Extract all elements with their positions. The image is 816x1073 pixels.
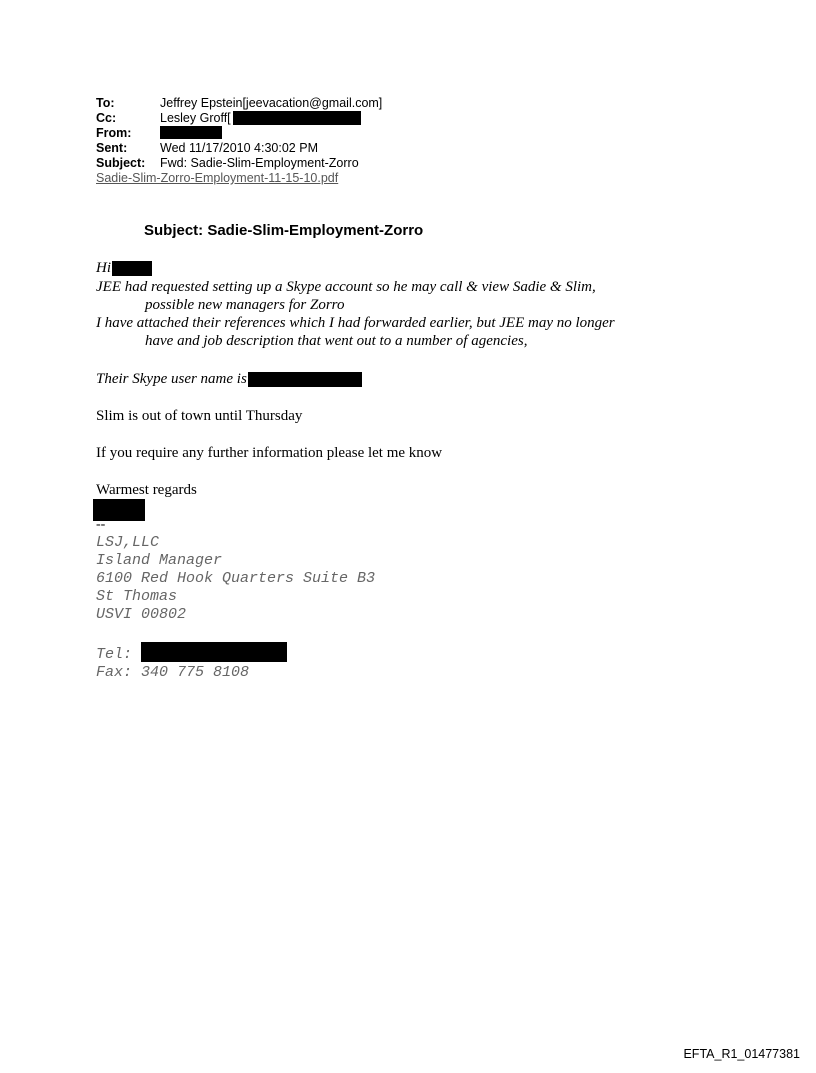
further-line: If you require any further information please let me know	[96, 445, 443, 461]
body-line-1b: possible new managers for Zorro	[145, 297, 345, 313]
sig-city: St Thomas	[96, 588, 178, 605]
redaction-box	[112, 261, 152, 276]
subject-value: Fwd: Sadie-Slim-Employment-Zorro	[160, 156, 359, 170]
sig-company: LSJ,LLC	[96, 534, 160, 551]
from-row	[96, 126, 382, 141]
redaction-box	[248, 372, 362, 387]
to-value: Jeffrey Epstein[jeevacation@gmail.com]	[160, 96, 383, 110]
closing-line: Warmest regards	[96, 482, 197, 498]
greeting: Hi	[96, 260, 111, 276]
attachment-link[interactable]: Sadie-Slim-Zorro-Employment-11-15-10.pdf	[96, 171, 339, 185]
greeting-line	[96, 259, 152, 277]
cc-value: Lesley Groff[	[160, 111, 231, 125]
redaction-box	[233, 111, 361, 125]
subject-heading: Subject: Sadie-Slim-Employment-Zorro	[144, 222, 424, 239]
dash-line: --	[96, 517, 106, 532]
email-header	[96, 96, 382, 186]
body-line-2b: have and job description that went out to a number of agencies,	[145, 333, 528, 349]
sig-tel-row	[96, 642, 375, 664]
sig-title: Island Manager	[96, 552, 223, 569]
sig-zip: USVI 00802	[96, 606, 187, 623]
attachment-row	[96, 171, 382, 186]
skype-line	[96, 370, 362, 388]
cc-label: Cc:	[96, 111, 117, 125]
sig-tel-label: Tel:	[96, 646, 133, 663]
skype-text: Their Skype user name is	[96, 371, 247, 387]
sent-value: Wed 11/17/2010 4:30:02 PM	[160, 141, 318, 155]
cc-row	[96, 111, 382, 126]
body-line-2: I have attached their references which I had forwarded earlier, but JEE may no longer	[96, 315, 615, 331]
subject-label: Subject:	[96, 156, 146, 170]
sent-label: Sent:	[96, 141, 128, 155]
sig-address: 6100 Red Hook Quarters Suite B3	[96, 570, 376, 587]
slim-line: Slim is out of town until Thursday	[96, 408, 303, 424]
body-line-1: JEE had requested setting up a Skype account so he may call & view Sadie & Slim,	[96, 279, 596, 295]
signature-block	[96, 534, 375, 682]
subject-row	[96, 156, 382, 171]
sig-fax: Fax: 340 775 8108	[96, 664, 250, 681]
to-row	[96, 96, 382, 111]
document-id: EFTA_R1_01477381	[683, 1047, 800, 1061]
to-label: To:	[96, 96, 115, 110]
sent-row	[96, 141, 382, 156]
redaction-box	[160, 126, 222, 139]
redaction-box	[141, 642, 287, 662]
from-label: From:	[96, 126, 132, 140]
